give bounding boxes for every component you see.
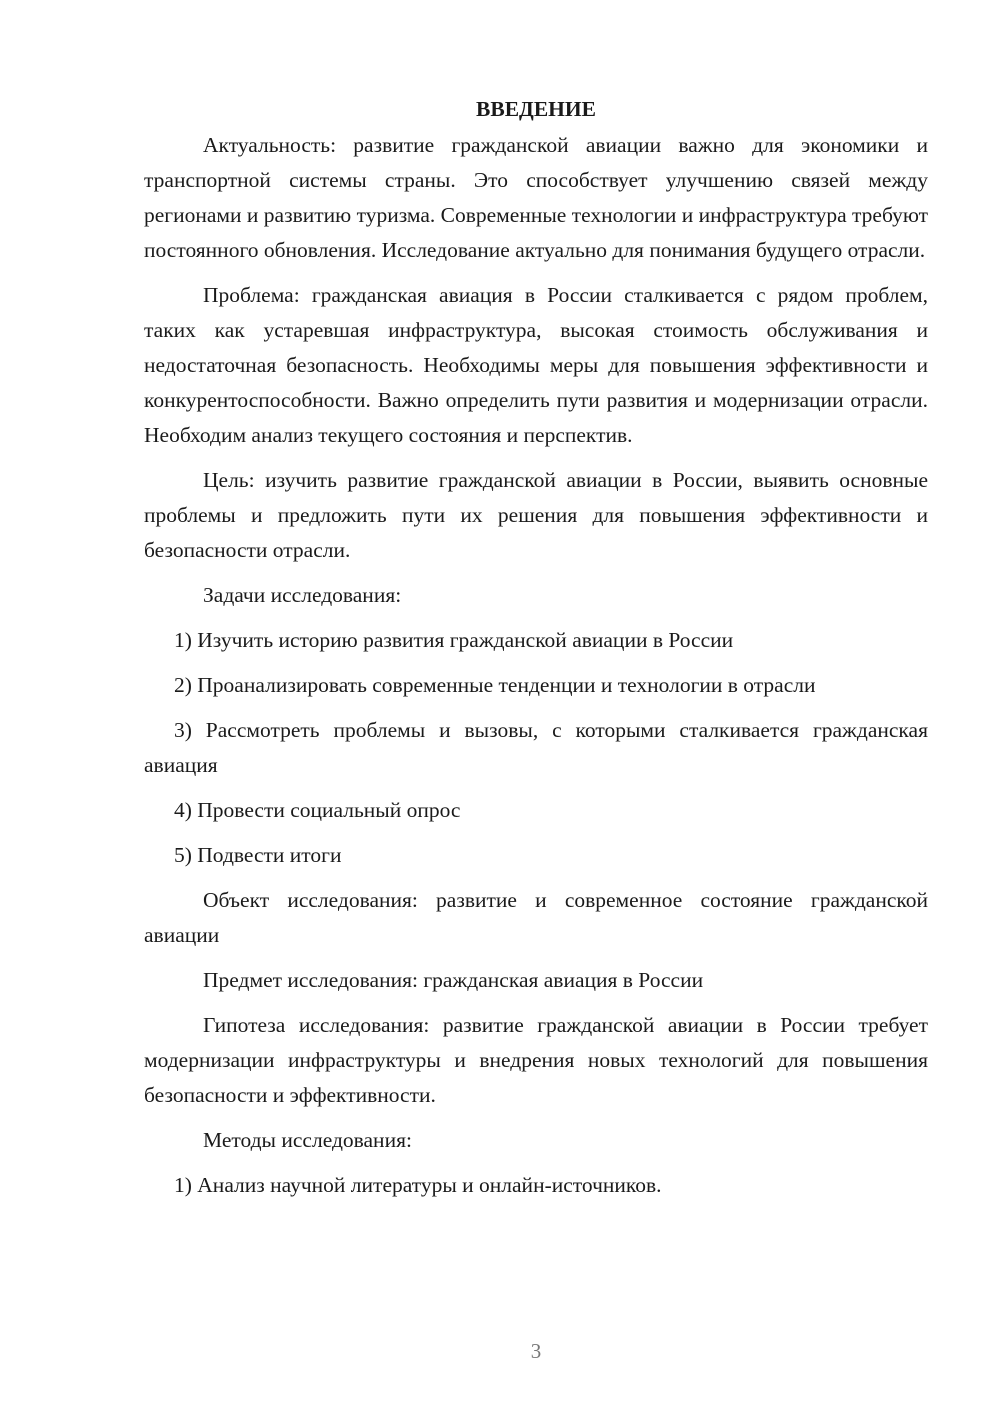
task-item-2: 2) Проанализировать современные тенденции и технологии в отрасли [174, 673, 816, 697]
relevance-paragraph: Актуальность: развитие гражданской авиации важно для экономики и транспортной системы страны. Это способствует улучшению связей между регионами и развитию туризма. Современные технологии и инфраструктура требуют постоянного обновления. Исследование актуально для понимания будущего отрасли. [144, 133, 928, 262]
task-item-3: 3) Рассмотреть проблемы и вызовы, с которыми сталкивается гражданская авиация [144, 718, 928, 777]
page-title: ВВЕДЕНИЕ [476, 97, 596, 121]
task-item-4: 4) Провести социальный опрос [174, 798, 461, 822]
page-content [144, 92, 928, 1213]
methods-heading: Методы исследования: [203, 1128, 412, 1152]
task-item-5: 5) Подвести итоги [174, 843, 342, 867]
object-paragraph: Объект исследования: развитие и современное состояние гражданской авиации [144, 888, 928, 947]
tasks-heading: Задачи исследования: [203, 583, 402, 607]
method-item-1: 1) Анализ научной литературы и онлайн-источников. [174, 1173, 662, 1197]
goal-paragraph: Цель: изучить развитие гражданской авиации в России, выявить основные проблемы и предложить пути их решения для повышения эффективности и безопасности отрасли. [144, 468, 928, 562]
task-item-1: 1) Изучить историю развития гражданской авиации в России [174, 628, 734, 652]
subject-paragraph: Предмет исследования: гражданская авиация в России [203, 968, 704, 992]
hypothesis-paragraph: Гипотеза исследования: развитие гражданской авиации в России требует модернизации инфраструктуры и внедрения новых технологий для повышения безопасности и эффективности. [144, 1013, 928, 1107]
problem-paragraph: Проблема: гражданская авиация в России сталкивается с рядом проблем, таких как устаревшая инфраструктура, высокая стоимость обслуживания и недостаточная безопасность. Необходимы меры для повышения эффективности и конкурентоспособности. Важно определить пути развития и модернизации отрасли. Необходим анализ текущего состояния и перспектив. [144, 283, 928, 447]
page-number: 3 [530, 1339, 542, 1363]
